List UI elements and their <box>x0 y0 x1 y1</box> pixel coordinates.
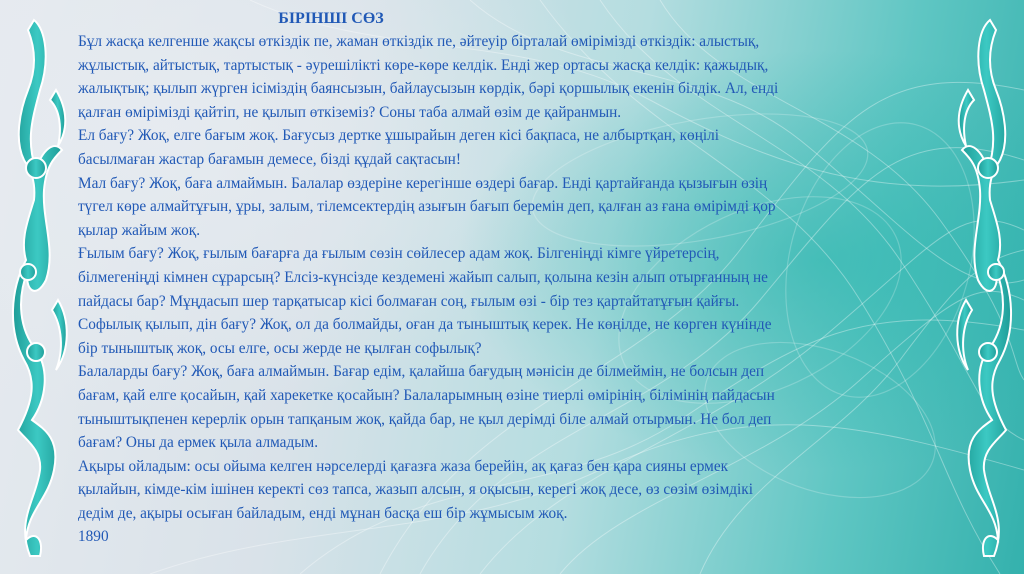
paragraph-gylym-bagu: Ғылым бағу? Жоқ, ғылым бағарға да ғылым сөзін сөйлесер адам жоқ. Білгеніңді кімге үйретерсің, білмегеніңді кімнен сұрарсың? Елсіз-күнсізде кездемені жайып салып, қолына кезін алып отырғанның не пайдасы бар? Мұңдасып шер тарқатысар кісі болмаған соң, ғылым өзі - бір тез қартайтатұғын қайғы. <box>78 245 768 310</box>
paragraph-conclusion: Ақыры ойладым: осы ойыма келген нәрселерді қағазға жаза берейін, ақ қағаз бен қара сияны ермек қылайын, кімде-кім ішінен керекті сөз тапса, жазып алсын, я оқысын, керегі жоқ десе, өз сөзім өзімдікі дедім де, ақыры осыған байладым, енді мұнан басқа еш бір жұмысым жоқ. <box>78 457 753 522</box>
paragraph-mal-bagu: Мал бағу? Жоқ, баға алмаймын. Балалар өздеріне керегінше өздері бағар. Енді қартайғанда қызығын өзің түгел көре алмайтұғын, ұры, залым, тілемсектердің азығын бағып беремін деп, қалған аз ғана өмірімді қор қылар жайым жоқ. <box>78 174 776 239</box>
paragraph-intro: Бұл жасқа келгенше жақсы өткіздік пе, жаман өткіздік пе, әйтеуір бірталай өмірімізді өткіздік: алыстық, жұлыстық, айтыстық, тартыстық - әурешілікті көре-көре келдік. Енді жер ортасы жасқа келдік: қажыдық, жалықтық; қылып жүрген ісіміздің баянсызын, байлаусызын көрдік, бәрі қоршылық екенін білдік. Ал, енді қалған өмірімізді қайтіп, не қылып өткіземіз? Соны таба алмай өзім де қайранмын. <box>78 33 779 121</box>
paragraph-el-bagu: Ел бағу? Жоқ, елге бағым жоқ. Бағусыз дертке ұшырайын деген кісі бақпаса, не албыртқан, көңілі басылмаған жастар бағамын демесе, бізді құдай сақтасын! <box>78 127 720 168</box>
page-title: БІРІНШІ СӨЗ <box>278 10 384 27</box>
text-block <box>78 8 964 549</box>
year-label: 1890 <box>78 528 109 546</box>
left-scroll-ornament-icon <box>6 0 78 574</box>
paragraph-balalardy-bagu: Балаларды бағу? Жоқ, баға алмаймын. Бағар едім, қалайша бағудың мәнісін де білмеймін, не болсын деп бағам, қай елге қосайын, қай харекетке қосайын? Балаларымның өзіне тиерлі өмірінің, білімінің пайдасын тыныштықпенен керерлік орын тапқаным жоқ, қайда бар, не қыл дерімді біле алмай отырмын. Не бол деп бағам? Оны да ермек қыла алмадым. <box>78 363 775 452</box>
paragraph-sofylyk: Софылық қылып, дін бағу? Жоқ, ол да болмайды, оған да тыныштық керек. Не көңілде, не көрген күнінде бір тыныштық жоқ, осы елге, осы жерде не қылған софылық? <box>78 316 772 357</box>
